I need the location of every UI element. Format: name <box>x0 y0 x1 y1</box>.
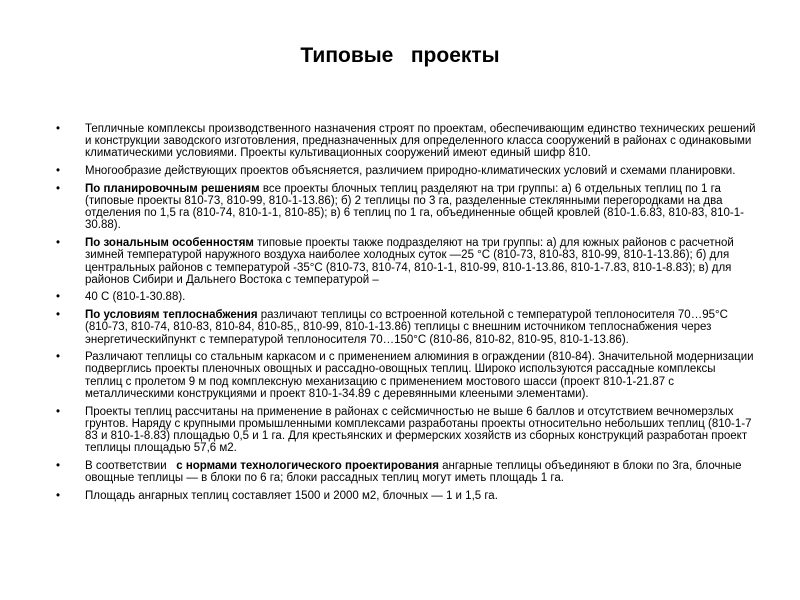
bullet-icon: • <box>56 459 61 472</box>
bullet-icon: • <box>56 165 61 178</box>
item-heading: По условиям теплоснабжения <box>85 309 258 322</box>
bullet-icon: • <box>56 351 61 364</box>
item-heading: с нормами технологического проектирования <box>176 459 439 472</box>
list-item <box>56 183 756 232</box>
bullet-icon: • <box>56 489 61 502</box>
item-text: ангарные теплицы объединяют в блоки по 3га, блочные овощные теплицы — в блоки по 6 га; блоки рассадных теплиц могут иметь площадь 1 га. <box>85 459 742 485</box>
list-item <box>56 460 756 484</box>
slide-title: Типовые проекты <box>300 44 500 67</box>
bullet-icon: • <box>56 291 61 304</box>
list-item <box>56 237 756 286</box>
item-text: Тепличные комплексы производственного назначения строят по проектам, обеспечивающим единство технических решений и конструкции заводского изготовления, предназначенных для определенного класса сооружений в районах с одинаковыми климатическими условиями. Проекты культивационных сооружений имеют единый шифр 810. <box>85 123 756 160</box>
list-item <box>56 309 756 346</box>
item-heading: По планировочным решениям <box>85 182 260 195</box>
bullet-list <box>56 123 756 507</box>
item-text: 40 С (810-1-30.88). <box>85 291 186 304</box>
bullet-icon: • <box>56 405 61 418</box>
list-item <box>56 406 756 455</box>
list-item <box>56 490 756 502</box>
list-item <box>56 165 756 177</box>
list-item <box>56 123 756 160</box>
bullet-icon: • <box>56 309 61 322</box>
bullet-icon: • <box>56 237 61 250</box>
item-lead: В соответствии <box>85 459 177 472</box>
item-text: Проекты теплиц рассчитаны на применение в районах с сейсмичностью не выше 6 баллов и отсутствием вечномерзлых грунтов. Наряду с крупными промышленными комплексами разработаны проекты относительно небольших теплиц (810-1-7 83 и 810-1-8.83) площадью 0,5 и 1 га. Для крестьянских и фермерских хозяйств из сборных конструкций разработан проект теплицы площадью 57,6 м2. <box>85 405 752 455</box>
item-text: Различают теплицы со стальным каркасом и с применением алюминия в ограждении (810-84). Значительной модернизации подверглись проекты пленочных овощных и рассадно-овощных теплиц. Широко используются рассадные комплексы теплиц с пролетом 9 м под комплексную механизацию с применением мостового шасси (проект 810-1-21.87 с металлическими конструкциями и проект 810-1-34.89 с деревянными клееными элементами). <box>85 351 754 400</box>
list-item <box>56 291 756 303</box>
item-text: различают теплицы со встроенной котельной с температурой теплоносителя 70…95°С (810-73, 810-74, 810-83, 810-84, 810-85,, 810-99, 810-1-13.86) теплицы с внешним источником теплоснабжения через энергетическийпункт с температурой теплоносителя 70…150°С (810-86, 810-82, 810-95, 810-1-13.86). <box>85 309 728 346</box>
bullet-icon: • <box>56 123 61 135</box>
item-text: Многообразие действующих проектов объясняется, различием природно-климатических условий и схемами планировки. <box>85 165 736 178</box>
bullet-icon: • <box>56 182 61 195</box>
item-text: все проекты блочных теплиц разделяют на три группы: а) 6 отдельных теплиц по 1 га (типовые проекты 810-73, 810-99, 810-1-13.86); б) 2 теплицы по 3 га, разделенные стеклянными перегородками на два отделения по 1,5 га (810-74, 810-1-1, 810-85); в) 6 теплиц по 1 га, объединенные общей кровлей (810-1.6.83, 810-83, 810-1-30.88). <box>85 182 744 232</box>
item-text: Площадь ангарных теплиц составляет 1500 и 2000 м2, блочных — 1 и 1,5 га. <box>85 489 498 502</box>
item-text: типовые проекты также подразделяют на три группы: а) для южных районов с расчетной зимней температурой наружного воздуха наиболее холодных суток —25 °С (810-73, 810-83, 810-99, 810-1-13.86); б) для центральных районов с температурой -35°С (810-73, 810-74, 810-1-1, 810-99, 810-1-13.86, 810-1-7.83, 810-1-8.83); в) для районов Сибири и Дальнего Востока с температурой – <box>85 237 734 286</box>
item-heading: По зональным особенностям <box>85 237 254 250</box>
list-item <box>56 351 756 400</box>
